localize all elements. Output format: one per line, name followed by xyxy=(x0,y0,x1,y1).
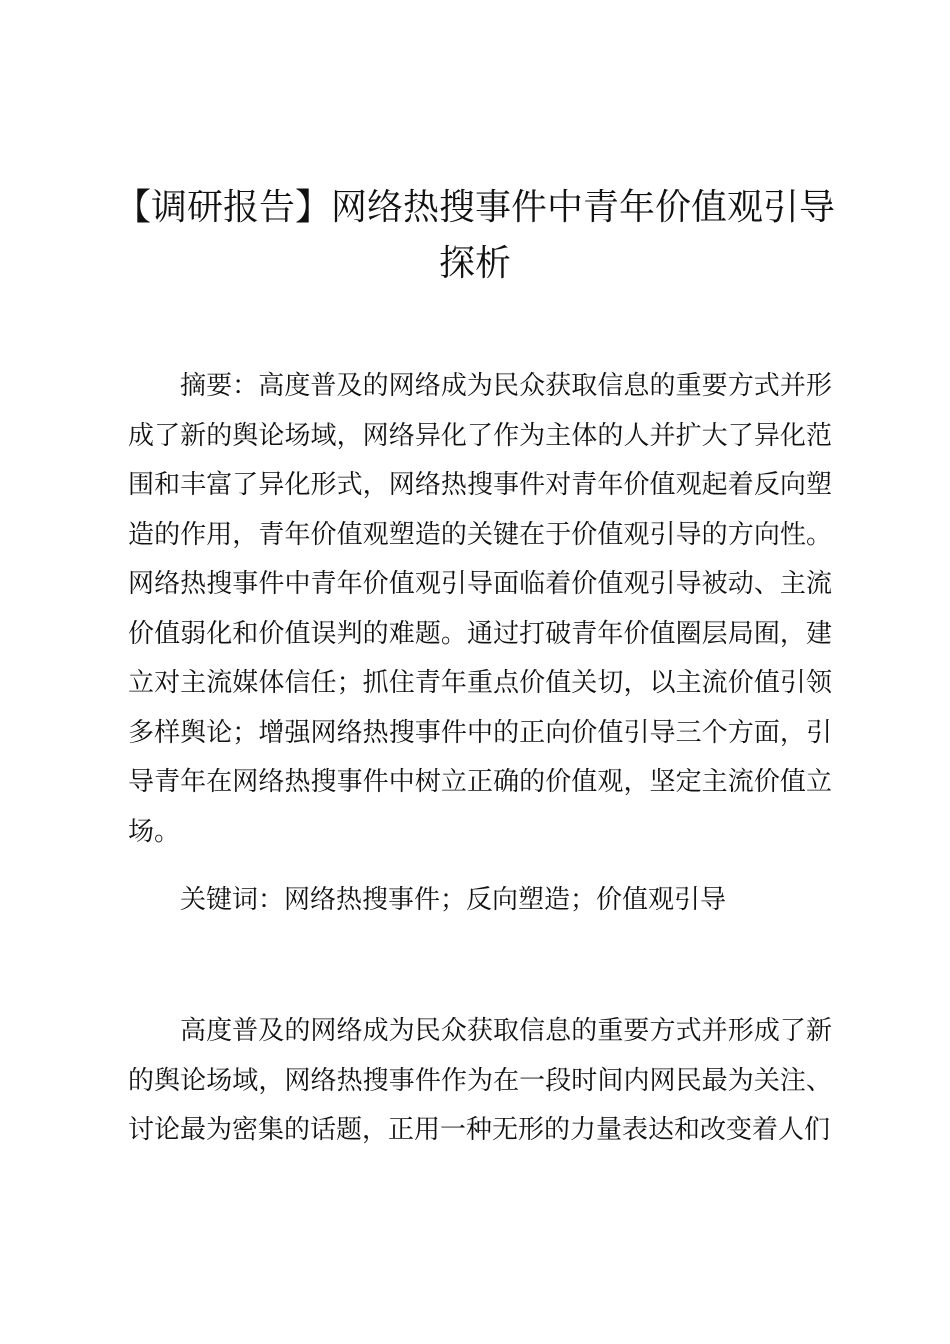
abstract-label: 摘要： xyxy=(180,371,259,401)
keywords-paragraph xyxy=(128,876,832,926)
body-paragraph: 高度普及的网络成为民众获取信息的重要方式并形成了新的舆论场域，网络热搜事件作为在一段时间内网民最为关注、讨论最为密集的话题，正用一种无形的力量表达和改变着人们 xyxy=(128,1016,832,1145)
abstract-paragraph xyxy=(128,362,832,857)
keywords-text: 网络热搜事件；反向塑造；价值观引导 xyxy=(284,885,727,915)
abstract-text: 高度普及的网络成为民众获取信息的重要方式并形成了新的舆论场域，网络异化了作为主体的人并扩大了异化范围和丰富了异化形式，网络热搜事件对青年价值观起着反向塑造的作用，青年价值观塑造的关键在于价值观引导的方向性。网络热搜事件中青年价值观引导面临着价值观引导被动、主流价值弱化和价值误判的难题。通过打破青年价值圈层局囿，建立对主流媒体信任；抓住青年重点价值关切，以主流价值引领多样舆论；增强网络热搜事件中的正向价值引导三个方面，引导青年在网络热搜事件中树立正确的价值观，坚定主流价值立场。 xyxy=(128,371,832,847)
keywords-label: 关键词： xyxy=(180,885,285,915)
document-title: 【调研报告】网络热搜事件中青年价值观引导探析 xyxy=(114,187,835,284)
